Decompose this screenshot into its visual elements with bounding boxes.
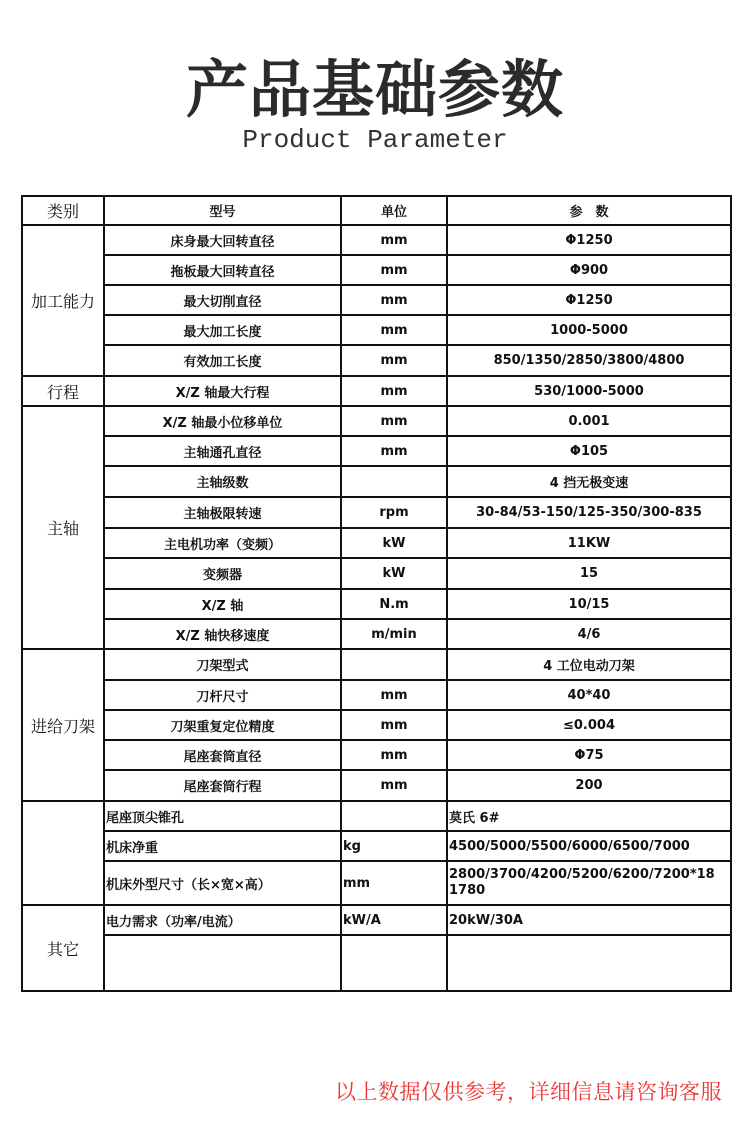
table-row [22,905,731,935]
param-value: 10/15 [447,589,731,619]
param-unit [341,935,447,991]
param-unit: kW [341,528,447,558]
table-row [22,740,731,770]
parameter-table [21,195,732,992]
param-unit: kW/A [341,905,447,935]
param-value: Φ75 [447,740,731,770]
param-value: 4 工位电动刀架 [447,649,731,680]
param-unit: mm [341,345,447,376]
table-row [22,285,731,315]
param-value: 530/1000-5000 [447,376,731,406]
param-unit: mm [341,285,447,315]
param-value: 30-84/53-150/125-350/300-835 [447,497,731,528]
param-unit: mm [341,436,447,466]
param-unit: mm [341,406,447,436]
param-value: 11KW [447,528,731,558]
param-name: 主轴通孔直径 [104,436,341,466]
table-row [22,649,731,680]
param-name: 主轴级数 [104,466,341,497]
table-row [22,619,731,649]
param-unit: mm [341,376,447,406]
param-name: X/Z 轴快移速度 [104,619,341,649]
param-name: 床身最大回转直径 [104,225,341,255]
param-unit: N.m [341,589,447,619]
param-value: Φ105 [447,436,731,466]
category-cell [22,801,104,905]
table-row [22,558,731,589]
table-row [22,935,731,991]
table-row [22,436,731,466]
table-header-row [22,196,731,225]
param-unit: mm [341,225,447,255]
param-value: 0.001 [447,406,731,436]
param-name: 主轴极限转速 [104,497,341,528]
param-unit: mm [341,710,447,740]
param-value: Φ1250 [447,225,731,255]
param-value: 4 挡无极变速 [447,466,731,497]
param-value: ≤0.004 [447,710,731,740]
param-unit [341,649,447,680]
table-row [22,466,731,497]
param-name: 变频器 [104,558,341,589]
table-row [22,589,731,619]
param-name: 最大切削直径 [104,285,341,315]
param-name: 最大加工长度 [104,315,341,345]
param-unit: m/min [341,619,447,649]
disclaimer-note: 以上数据仅供参考，详细信息请咨询客服 [335,1080,722,1104]
category-cell: 进给刀架 [22,649,104,801]
table-row [22,225,731,255]
table-row [22,680,731,710]
table-row [22,770,731,801]
category-cell: 加工能力 [22,225,104,376]
param-name [104,935,341,991]
column-header-unit: 单位 [341,196,447,225]
param-value: 莫氏 6# [447,801,731,831]
param-name: 机床净重 [104,831,341,861]
category-cell: 行程 [22,376,104,406]
param-value [447,935,731,991]
param-unit: mm [341,255,447,285]
category-cell: 主轴 [22,406,104,649]
param-name: 主电机功率（变频） [104,528,341,558]
param-value: Φ900 [447,255,731,285]
param-name: 尾座套筒行程 [104,770,341,801]
param-name: 有效加工长度 [104,345,341,376]
param-name: 尾座套筒直径 [104,740,341,770]
param-name: 尾座顶尖锥孔 [104,801,341,831]
param-unit: rpm [341,497,447,528]
param-value: 2800/3700/4200/5200/6200/7200*18 1780 [447,861,731,905]
category-cell: 其它 [22,905,104,991]
param-unit: mm [341,315,447,345]
table-row [22,497,731,528]
param-name: X/Z 轴 [104,589,341,619]
param-value: 1000-5000 [447,315,731,345]
param-unit: mm [341,740,447,770]
param-name: X/Z 轴最小位移单位 [104,406,341,436]
param-name: 刀架型式 [104,649,341,680]
param-unit: mm [341,770,447,801]
table-row [22,255,731,285]
param-name: 机床外型尺寸（长×宽×高） [104,861,341,905]
param-unit: mm [341,680,447,710]
table-row [22,861,731,905]
param-name: 刀架重复定位精度 [104,710,341,740]
table-row [22,345,731,376]
table-row [22,801,731,831]
page-subtitle: Product Parameter [242,125,508,155]
param-value: 20kW/30A [447,905,731,935]
table-row [22,528,731,558]
param-name: 刀杆尺寸 [104,680,341,710]
table-row [22,315,731,345]
param-value: Φ1250 [447,285,731,315]
param-name: X/Z 轴最大行程 [104,376,341,406]
param-value: 4500/5000/5500/6000/6500/7000 [447,831,731,861]
param-unit: kW [341,558,447,589]
table-row [22,376,731,406]
param-name: 拖板最大回转直径 [104,255,341,285]
param-value: 200 [447,770,731,801]
param-unit [341,466,447,497]
table-row [22,710,731,740]
column-header-category: 类别 [22,196,104,225]
param-unit [341,801,447,831]
param-value: 40*40 [447,680,731,710]
table-row [22,406,731,436]
param-unit: kg [341,831,447,861]
table-row [22,831,731,861]
page-title: 产品基础参数 [185,53,564,126]
param-value: 15 [447,558,731,589]
param-value: 4/6 [447,619,731,649]
param-unit: mm [341,861,447,905]
column-header-value: 参 数 [447,196,731,225]
param-value: 850/1350/2850/3800/4800 [447,345,731,376]
param-name: 电力需求（功率/电流） [104,905,341,935]
column-header-model: 型号 [104,196,341,225]
